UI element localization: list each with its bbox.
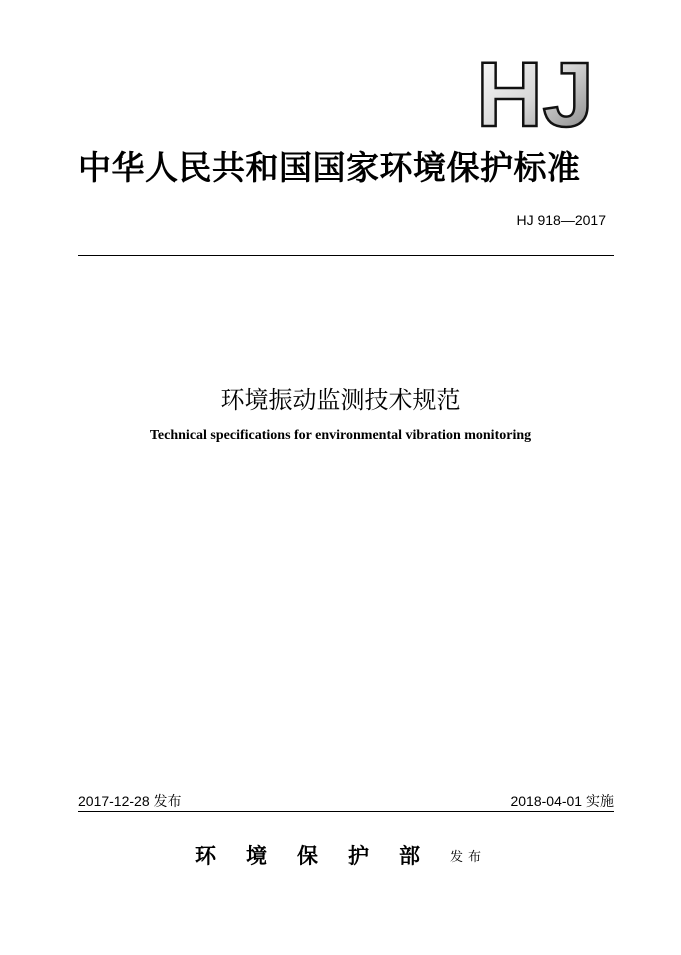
implementation-date: 2018-04-01 实施 (510, 793, 614, 809)
publish-action: 发布 (449, 850, 486, 865)
standard-number: HJ 918—2017 (516, 212, 606, 228)
top-divider (78, 255, 614, 256)
hj-logo-text: HJ (476, 52, 594, 132)
publisher-name: 环境保护部 (194, 843, 450, 868)
document-title-english: Technical specifications for environmental vibration monitoring (149, 428, 532, 443)
bottom-divider (78, 811, 614, 812)
document-title-chinese: 环境振动监测技术规范 (220, 386, 461, 414)
issue-date: 2017-12-28 发布 (78, 793, 182, 809)
hj-logo (460, 52, 610, 132)
publisher-line (0, 840, 681, 870)
national-standard-title: 中华人民共和国国家环境保护标准 (78, 148, 581, 187)
